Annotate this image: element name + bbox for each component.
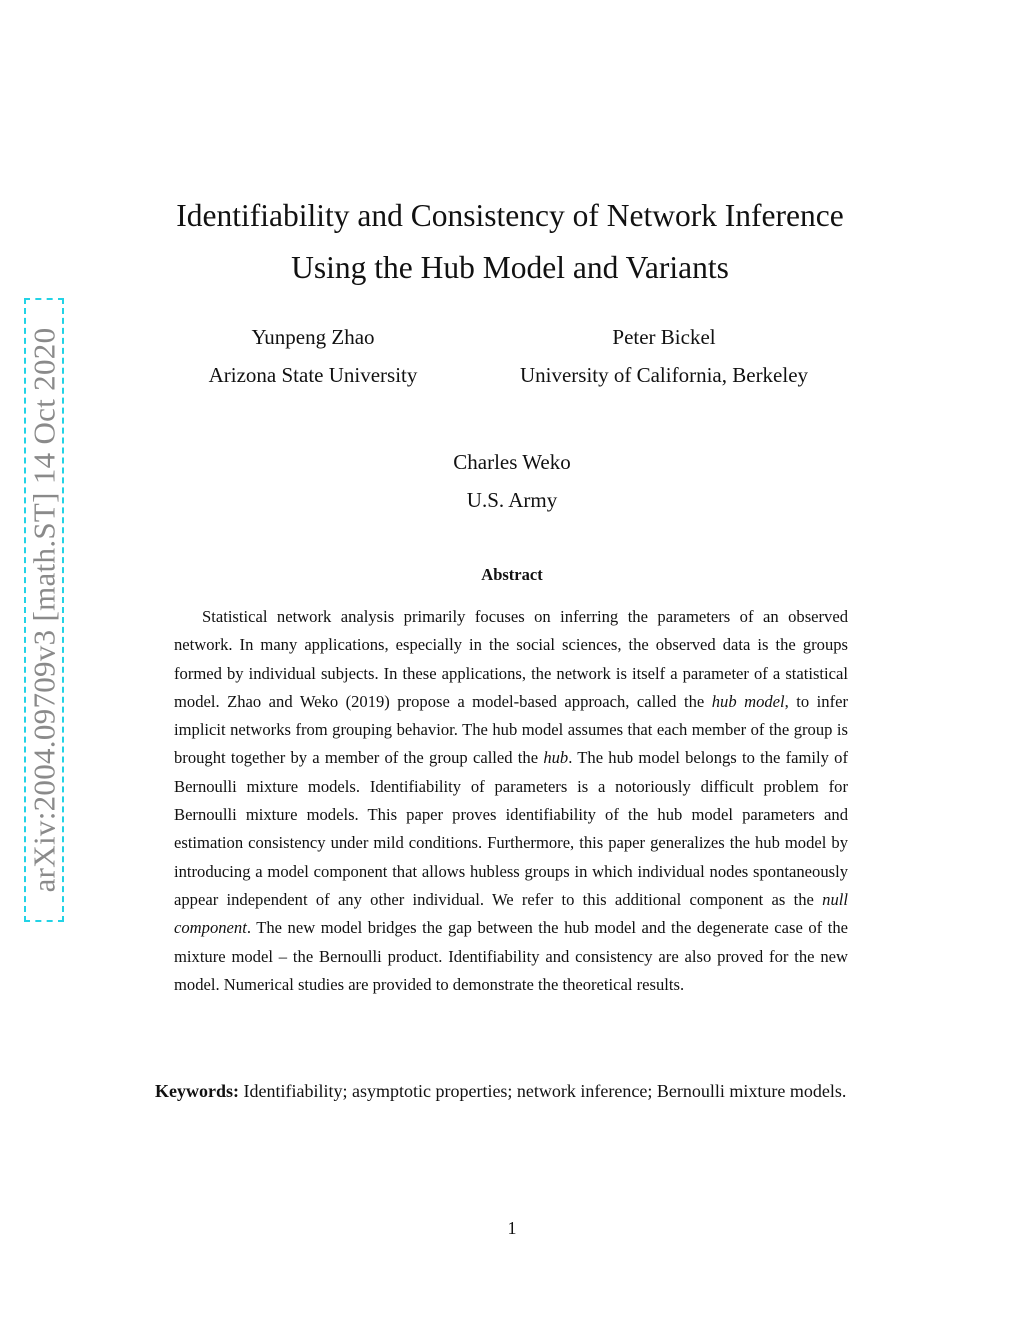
- arxiv-identifier: arXiv:2004.09709v3 [math.ST] 14 Oct 2020: [26, 327, 62, 893]
- paper-title: [100, 190, 920, 294]
- term-hub: hub: [543, 748, 569, 768]
- author-affiliation: U.S. Army: [466, 488, 558, 512]
- term-null-component: null component: [174, 889, 848, 938]
- keywords-label: Keywords:: [155, 1081, 239, 1101]
- author-affiliation: University of California, Berkeley: [519, 363, 809, 387]
- abstract-heading: Abstract: [481, 565, 543, 584]
- abstract-text: [174, 603, 848, 999]
- keywords: [125, 1076, 897, 1106]
- keywords-text: Identifiability; asymptotic properties; network inference; Bernoulli mixture models.: [243, 1081, 847, 1101]
- paper-title-line-1: Identifiability and Consistency of Network Inference: [176, 198, 844, 233]
- author-affiliation: Arizona State University: [208, 363, 418, 387]
- arxiv-stamp[interactable]: [24, 298, 64, 922]
- abstract-text-part-1: Statistical network analysis primarily focuses on inferring the parameters of an observed network. In many applications, especially in the social sciences, the observed data is the groups formed by individual subjects. In these applications, the network is itself a parameter of a statistical model. Zhao and Weko (2019) propose a model-based approach, called the: [174, 607, 848, 711]
- author-block: [163, 318, 463, 394]
- abstract-text-part-2: , to infer implicit networks from grouping behavior. The hub model assumes that each member of the group is brought together by a member of the group called the: [174, 691, 848, 768]
- abstract-text-part-4: . The new model bridges the gap between the hub model and the degenerate case of the mixture model – the Bernoulli product. Identifiability and consistency are also proved for the new model. Numerical studies are provided to demonstrate the theoretical results.: [174, 918, 848, 994]
- paper-title-line-2: Using the Hub Model and Variants: [291, 250, 729, 285]
- author-block: [474, 318, 854, 394]
- abstract-text-part-3: . The hub model belongs to the family of Bernoulli mixture models. Identifiability of parameters is a notoriously difficult problem for Bernoulli mixture models. This paper proves identifiability of the hub model parameters and estimation consistency under mild conditions. Furthermore, this paper generalizes the hub model by introducing a model component that allows hubless groups in which individual nodes spontaneously appear independent of any other individual. We refer to this additional component as the: [174, 748, 848, 909]
- author-name: Peter Bickel: [612, 325, 716, 349]
- author-name: Charles Weko: [453, 450, 571, 474]
- page-number: 1: [507, 1218, 517, 1238]
- author-name: Yunpeng Zhao: [251, 325, 375, 349]
- term-hub-model: hub model: [711, 691, 785, 711]
- author-block: [362, 443, 662, 519]
